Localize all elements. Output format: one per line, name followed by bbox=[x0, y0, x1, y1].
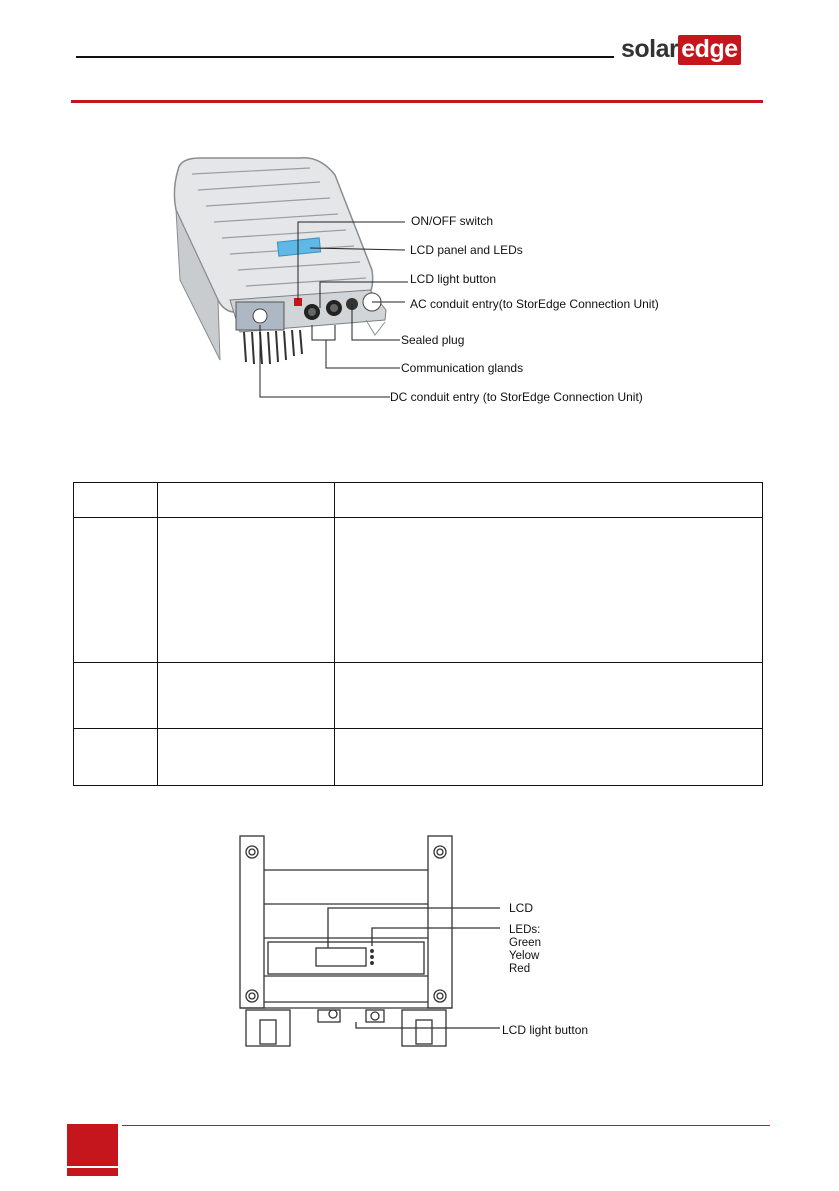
inverter-front-figure bbox=[238, 834, 598, 1050]
callout-leds bbox=[509, 924, 541, 976]
table-cell bbox=[335, 663, 763, 729]
leds-title: LEDs: bbox=[509, 924, 541, 936]
callout-ac-conduit-entry: AC conduit entry(to StorEdge Connection Unit) bbox=[410, 297, 659, 311]
table-header-cell bbox=[74, 483, 158, 518]
footer-page-tab-lower bbox=[67, 1168, 118, 1176]
callout-lcd: LCD bbox=[509, 901, 534, 915]
table-cell bbox=[74, 518, 158, 663]
callout-lcd-panel-leds: LCD panel and LEDs bbox=[410, 243, 523, 257]
header-accent-rule bbox=[71, 100, 763, 103]
table-cell bbox=[74, 729, 158, 786]
table-row bbox=[74, 663, 763, 729]
led-red-label: Red bbox=[509, 963, 531, 975]
spec-table bbox=[73, 482, 763, 786]
table-cell bbox=[335, 518, 763, 663]
callout-communication-glands: Communication glands bbox=[401, 361, 524, 375]
logo-edge-text: edge bbox=[678, 35, 740, 65]
table-row bbox=[74, 729, 763, 786]
solaredge-logo bbox=[621, 35, 741, 64]
inverter-front-drawing bbox=[238, 834, 598, 1050]
table-row bbox=[74, 518, 763, 663]
table-header-cell bbox=[335, 483, 763, 518]
logo-solar-text: solar bbox=[621, 35, 679, 63]
footer-page-tab bbox=[67, 1124, 118, 1166]
callout-dc-conduit-entry: DC conduit entry (to StorEdge Connection Unit) bbox=[390, 390, 643, 404]
table-cell bbox=[335, 729, 763, 786]
footer-rule bbox=[122, 1125, 770, 1126]
callout-lcd-light-button: LCD light button bbox=[410, 272, 497, 286]
table-header-row bbox=[74, 483, 763, 518]
header-rule bbox=[76, 56, 614, 58]
callout-sealed-plug: Sealed plug bbox=[401, 333, 465, 347]
table-header-cell bbox=[158, 483, 335, 518]
led-yellow-label: Yelow bbox=[509, 950, 540, 962]
callout-lcd-light-button-front: LCD light button bbox=[502, 1023, 589, 1037]
table-cell bbox=[74, 663, 158, 729]
table-cell bbox=[158, 729, 335, 786]
callout-on-off-switch: ON/OFF switch bbox=[411, 214, 494, 228]
table-cell bbox=[158, 663, 335, 729]
table-cell bbox=[158, 518, 335, 663]
led-green-label: Green bbox=[509, 937, 541, 949]
